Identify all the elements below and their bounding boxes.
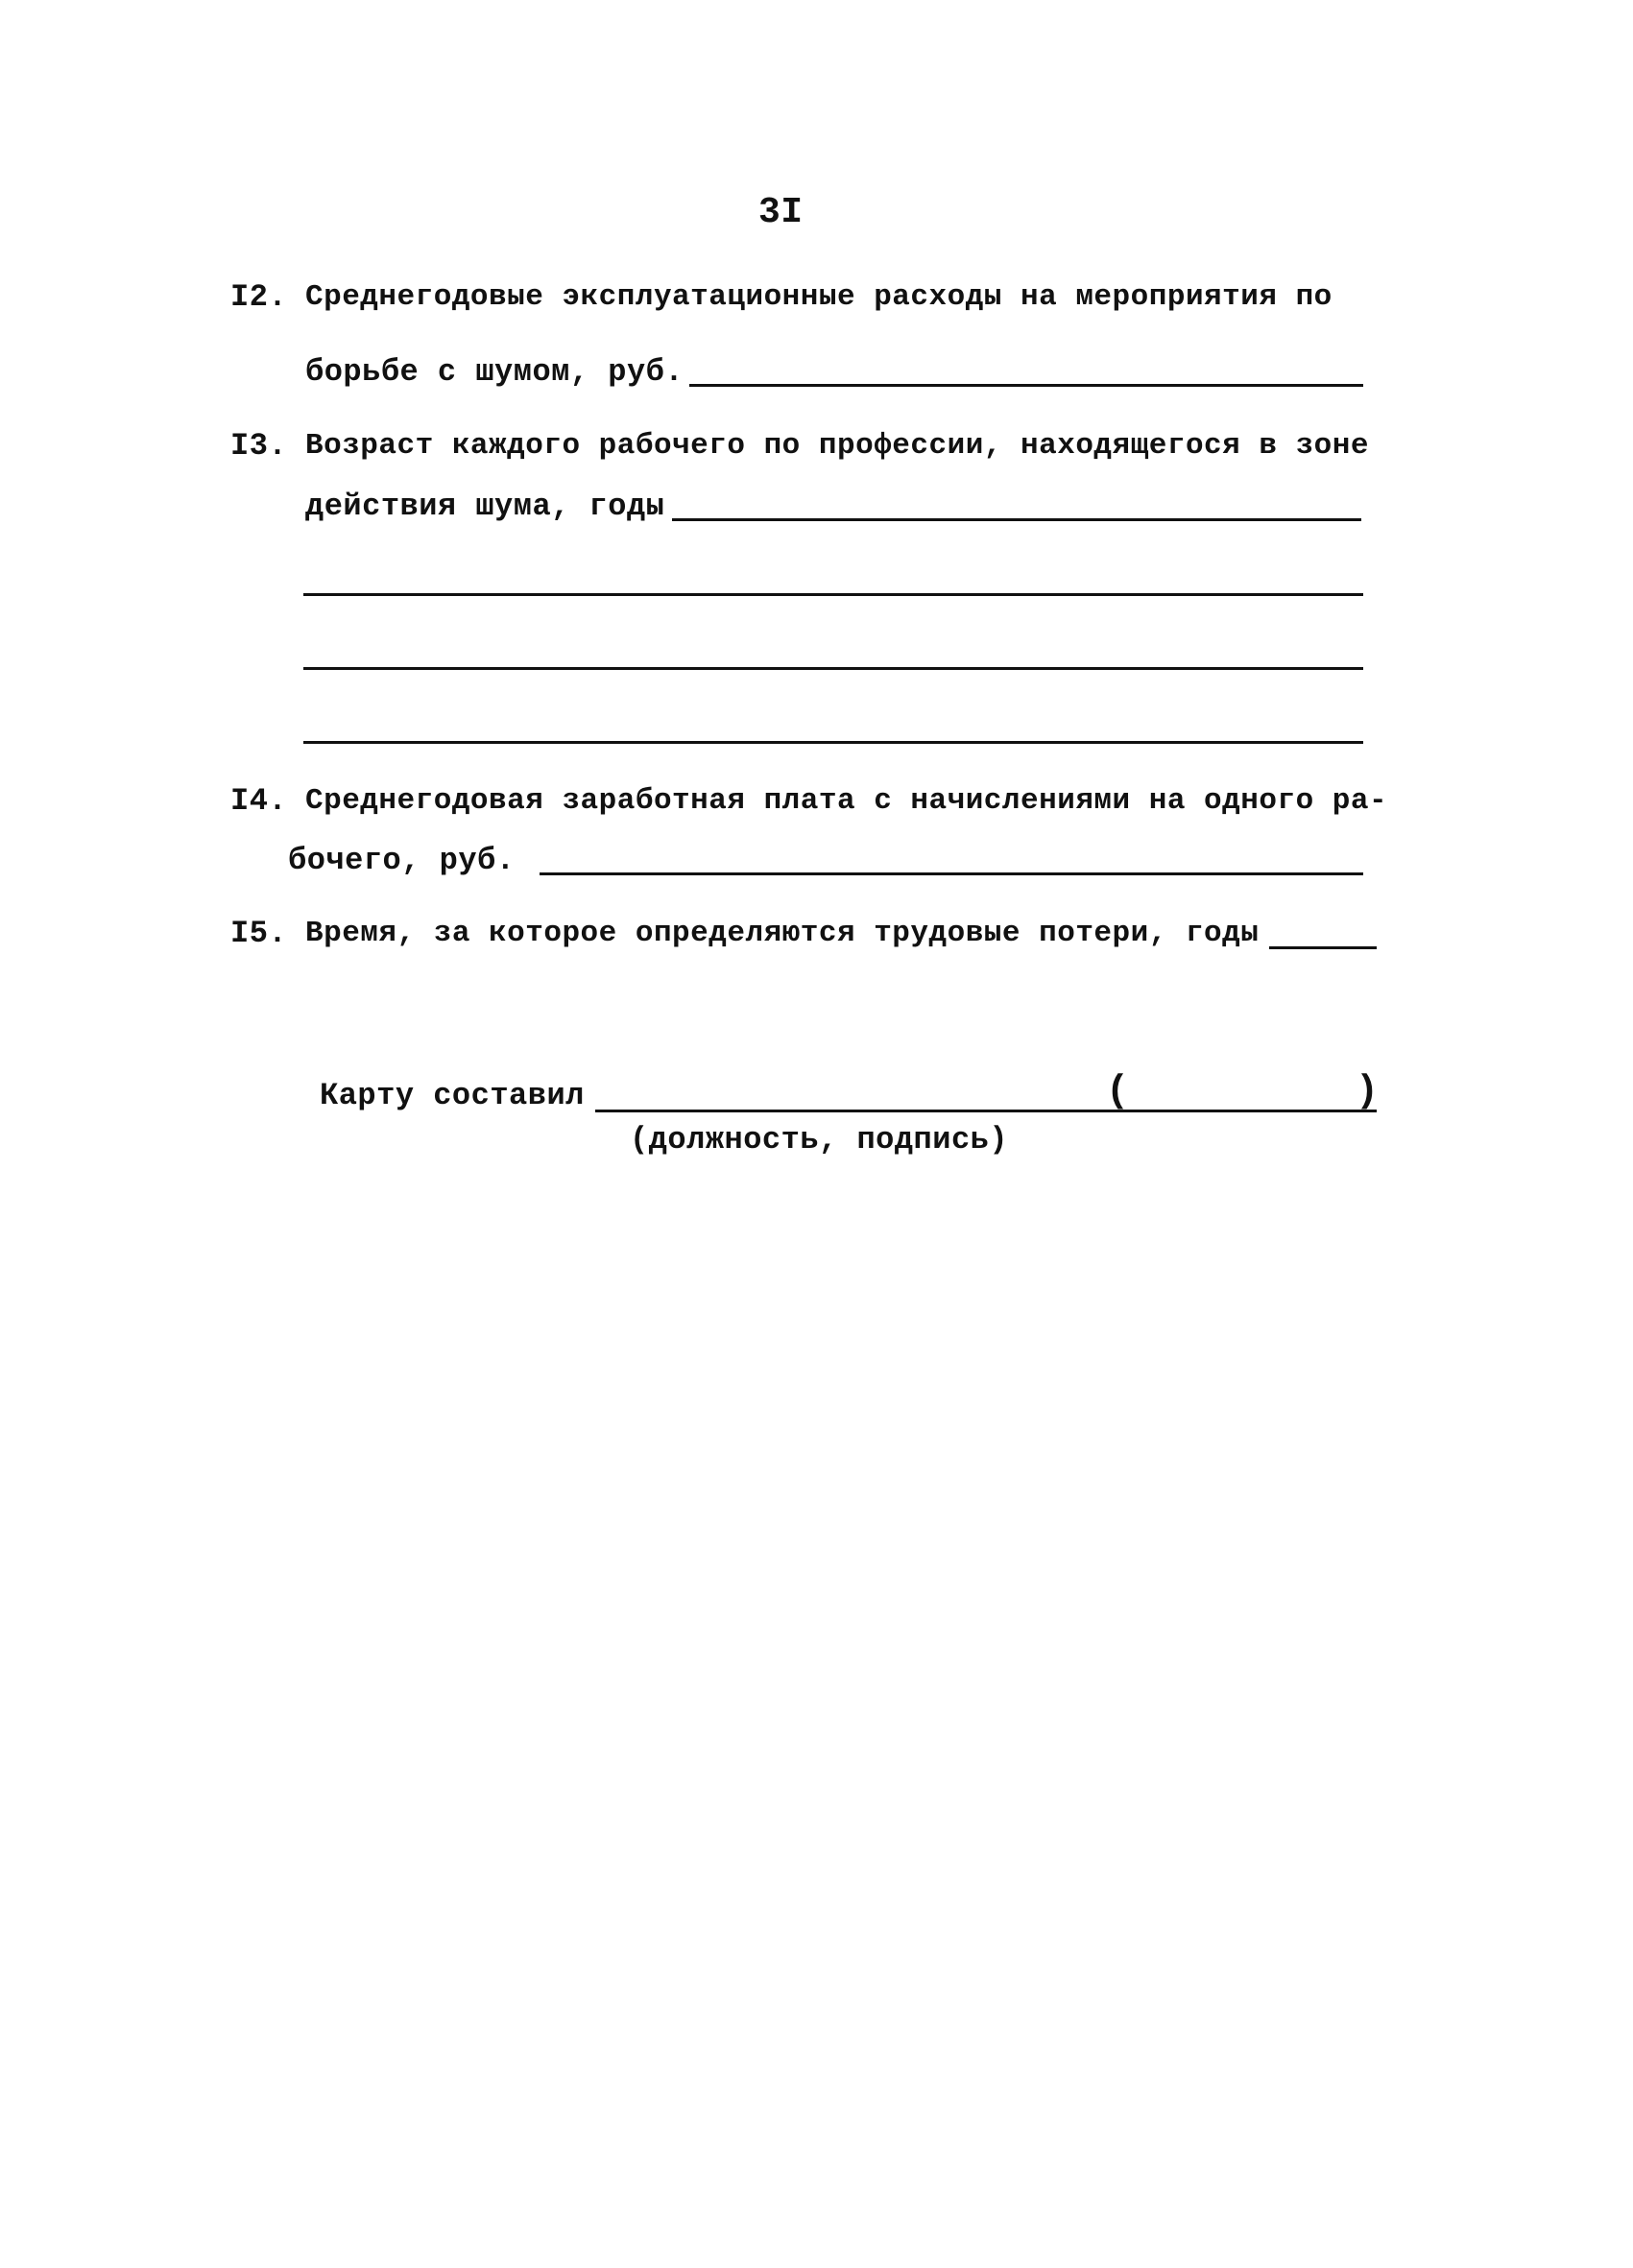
- item-13-answer-line-4[interactable]: [303, 741, 1363, 744]
- item-14-text-line1: Среднегодовая заработная плата с начислениями на одного ра-: [305, 784, 1388, 818]
- item-12-answer-line[interactable]: [689, 384, 1363, 387]
- item-14-text-line2: бочего, руб.: [288, 843, 516, 878]
- item-15-text-line1: Время, за которое определяются трудовые потери, годы: [305, 917, 1260, 950]
- item-12-text-line1: Среднегодовые эксплуатационные расходы на мероприятия по: [305, 280, 1333, 314]
- page-number: 3I: [758, 192, 804, 233]
- item-13-number: I3.: [230, 428, 288, 464]
- item-13-answer-line-3[interactable]: [303, 667, 1363, 670]
- item-14-answer-line[interactable]: [540, 872, 1363, 875]
- item-13-text-line2: действия шума, годы: [305, 489, 665, 524]
- signature-open-paren: (: [1106, 1070, 1130, 1113]
- item-14-number: I4.: [230, 783, 288, 819]
- signature-close-paren: ): [1356, 1070, 1380, 1113]
- item-15-number: I5.: [230, 916, 288, 951]
- item-12-text-line2: борьбе с шумом, руб.: [305, 354, 684, 390]
- item-15-answer-line[interactable]: [1269, 946, 1377, 949]
- item-13-answer-line-1[interactable]: [672, 518, 1361, 521]
- item-12-number: I2.: [230, 279, 288, 315]
- signature-label: Карту составил: [320, 1078, 585, 1113]
- item-13-answer-line-2[interactable]: [303, 593, 1363, 596]
- signature-line[interactable]: [595, 1110, 1377, 1112]
- signature-caption: (должность, подпись): [630, 1122, 1009, 1158]
- item-13-text-line1: Возраст каждого рабочего по профессии, находящегося в зоне: [305, 429, 1369, 463]
